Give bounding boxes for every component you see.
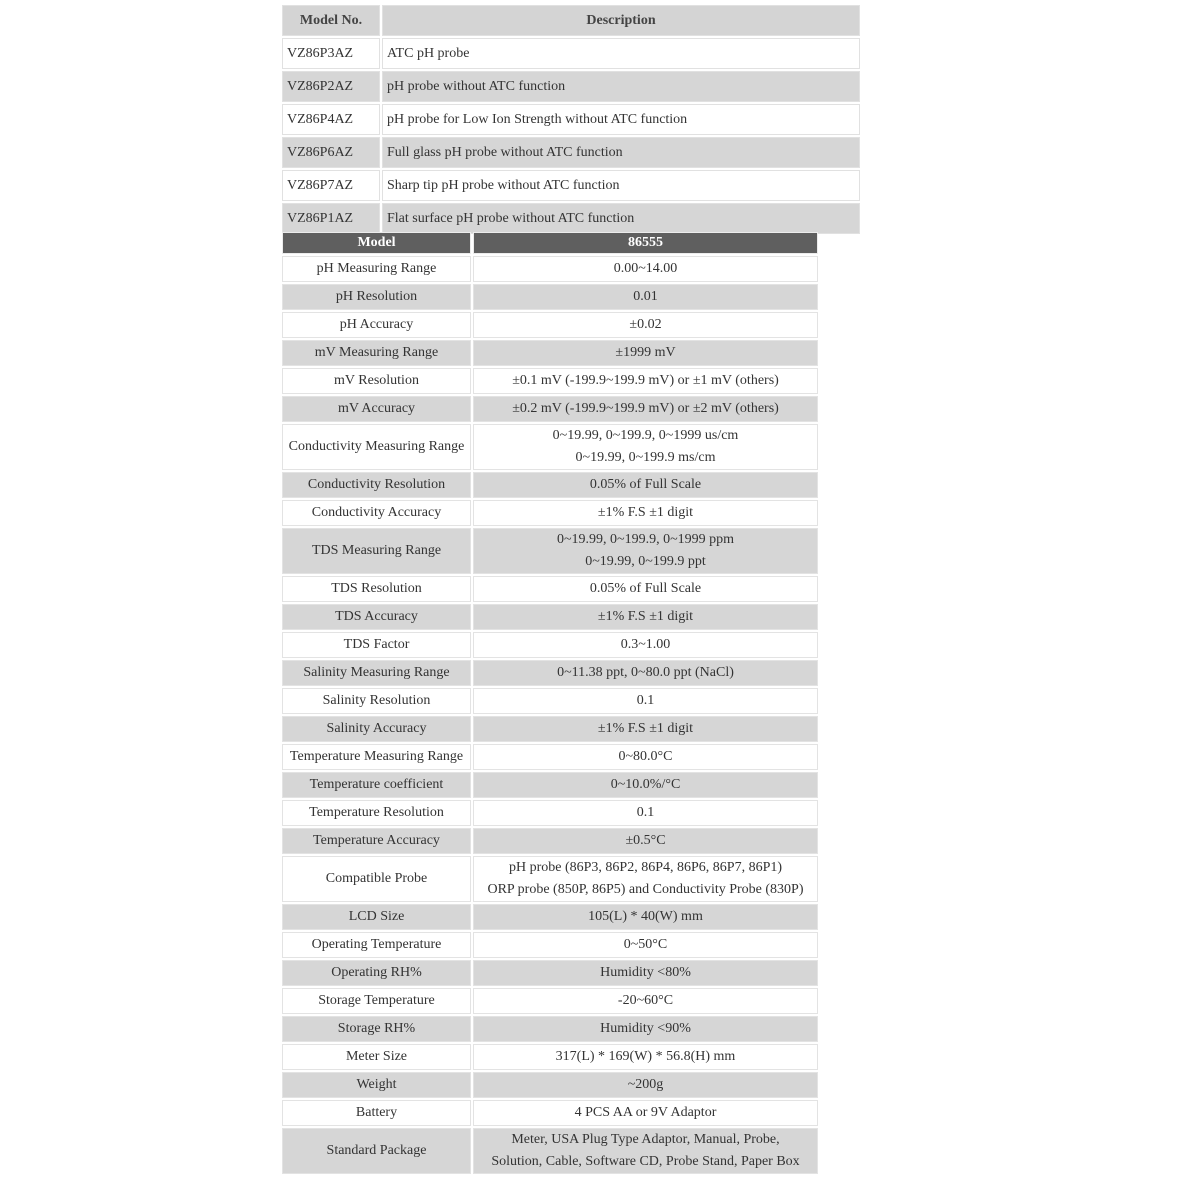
spec-value-cell [473,828,818,854]
spec-label-cell: TDS Factor [282,632,471,658]
spec-table-row [282,1128,818,1174]
probe-model-table [280,3,862,236]
spec-value-line: 4 PCS AA or 9V Adaptor [574,1105,717,1120]
spec-value-cell [473,960,818,986]
spec-value-line: 105(L) * 40(W) mm [588,909,703,924]
spec-label-cell: pH Measuring Range [282,256,471,282]
spec-label-cell: TDS Accuracy [282,604,471,630]
spec-label-cell: Temperature Resolution [282,800,471,826]
spec-value-line: Meter, USA Plug Type Adaptor, Manual, Probe, [511,1132,780,1147]
spec-label-cell: Conductivity Accuracy [282,500,471,526]
spec-value-cell [473,772,818,798]
spec-value-line: pH probe (86P3, 86P2, 86P4, 86P6, 86P7, 86P1) [508,860,783,875]
spec-label-cell: LCD Size [282,904,471,930]
spec-table-row [282,772,818,798]
spec-value-line: Solution, Cable, Software CD, Probe Stand, Paper Box [491,1154,800,1169]
spec-value-cell [473,472,818,498]
spec-table-row [282,800,818,826]
probe-model-cell: VZ86P2AZ [282,71,380,102]
spec-label-cell: mV Resolution [282,368,471,394]
probe-description-cell: pH probe without ATC function [382,71,860,102]
spec-value-cell [473,396,818,422]
spec-value-line: 0~19.99, 0~199.9, 0~1999 ppm [556,532,735,547]
spec-value-line: 0~11.38 ppt, 0~80.0 ppt (NaCl) [557,665,734,680]
probe-table-row [282,137,860,168]
spec-label-cell: Operating Temperature [282,932,471,958]
probe-table-row [282,38,860,69]
spec-value-cell [473,528,818,574]
probe-table-row [282,170,860,201]
spec-value-cell [473,904,818,930]
spec-label-cell: Meter Size [282,1044,471,1070]
probe-model-cell: VZ86P7AZ [282,170,380,201]
probe-model-cell: VZ86P3AZ [282,38,380,69]
spec-value-cell [473,632,818,658]
spec-value-cell [473,1100,818,1126]
spec-value-line: 0.1 [636,805,655,820]
spec-value-line: ORP probe (850P, 86P5) and Conductivity Probe (830P) [487,882,804,897]
spec-label-cell: mV Measuring Range [282,340,471,366]
spec-value-cell [473,500,818,526]
spec-value-line: Humidity <90% [600,1021,691,1036]
spec-table-row [282,828,818,854]
probe-model-cell: VZ86P6AZ [282,137,380,168]
spec-value-cell [473,1044,818,1070]
spec-table-row [282,312,818,338]
spec-value-line: 0.1 [636,693,655,708]
spec-table-row [282,688,818,714]
spec-label-cell: Temperature Accuracy [282,828,471,854]
spec-label-cell: Salinity Accuracy [282,716,471,742]
spec-value-cell [473,604,818,630]
spec-value-cell [473,988,818,1014]
probe-description-cell: Flat surface pH probe without ATC function [382,203,860,234]
spec-value-line: 0~19.99, 0~199.9, 0~1999 us/cm [552,428,739,443]
spec-table-row [282,988,818,1014]
spec-label-cell: Conductivity Resolution [282,472,471,498]
model-header-label: Model [282,232,471,254]
spec-label-cell: TDS Measuring Range [282,528,471,574]
spec-label-cell: Salinity Measuring Range [282,660,471,686]
spec-table-row [282,284,818,310]
probe-table-row [282,71,860,102]
spec-value-line: 0~19.99, 0~199.9 ms/cm [575,450,716,465]
model-header-value: 86555 [473,232,818,254]
spec-table-row [282,1016,818,1042]
spec-table-row [282,576,818,602]
spec-value-line: ±1% F.S ±1 digit [597,505,694,520]
spec-value-line: ±0.1 mV (-199.9~199.9 mV) or ±1 mV (others) [512,373,779,388]
spec-value-line: 0.01 [633,289,658,304]
probe-table-row [282,104,860,135]
spec-label-cell: Compatible Probe [282,856,471,902]
spec-table-row [282,856,818,902]
spec-value-line: ±1% F.S ±1 digit [597,609,694,624]
spec-label-cell: Temperature coefficient [282,772,471,798]
spec-value-line: ±1999 mV [615,345,676,360]
spec-table-row [282,960,818,986]
spec-label-cell: Standard Package [282,1128,471,1174]
spec-value-line: 0.05% of Full Scale [589,581,702,596]
probe-table-header-row [282,5,860,36]
spec-table-row [282,716,818,742]
spec-value-line: 0.00~14.00 [613,261,678,276]
spec-value-cell [473,856,818,902]
spec-value-line: Humidity <80% [600,965,691,980]
spec-value-cell [473,340,818,366]
spec-table-body [282,256,818,1174]
probe-description-cell: Sharp tip pH probe without ATC function [382,170,860,201]
spec-value-cell [473,744,818,770]
spec-value-cell [473,368,818,394]
spec-value-cell [473,424,818,470]
spec-label-cell: TDS Resolution [282,576,471,602]
spec-label-cell: Weight [282,1072,471,1098]
spec-table-row [282,500,818,526]
spec-value-cell [473,576,818,602]
spec-table-row [282,932,818,958]
probe-model-cell: VZ86P1AZ [282,203,380,234]
spec-value-line: 0~19.99, 0~199.9 ppt [585,554,706,569]
specification-table [280,230,820,1176]
spec-value-line: ±1% F.S ±1 digit [597,721,694,736]
spec-value-line: 0.05% of Full Scale [589,477,702,492]
probe-description-cell: Full glass pH probe without ATC function [382,137,860,168]
spec-label-cell: Storage RH% [282,1016,471,1042]
spec-label-cell: Conductivity Measuring Range [282,424,471,470]
spec-value-line: ~200g [627,1077,664,1092]
probe-table-body [282,38,860,234]
spec-label-cell: mV Accuracy [282,396,471,422]
spec-value-line: 317(L) * 169(W) * 56.8(H) mm [555,1049,736,1064]
spec-value-line: 0~50°C [623,937,668,952]
spec-value-line: ±0.02 [629,317,662,332]
spec-table-row [282,1072,818,1098]
spec-value-cell [473,1016,818,1042]
spec-label-cell: Temperature Measuring Range [282,744,471,770]
spec-label-cell: Battery [282,1100,471,1126]
spec-label-cell: Salinity Resolution [282,688,471,714]
spec-value-line: 0~80.0°C [618,749,673,764]
spec-value-cell [473,312,818,338]
spec-table-row [282,1100,818,1126]
spec-table-row [282,472,818,498]
spec-value-cell [473,1072,818,1098]
spec-value-cell [473,716,818,742]
spec-label-cell: Operating RH% [282,960,471,986]
spec-value-cell [473,1128,818,1174]
spec-table-row [282,256,818,282]
spec-table-row [282,396,818,422]
spec-value-cell [473,256,818,282]
spec-table-row [282,604,818,630]
spec-label-cell: pH Resolution [282,284,471,310]
spec-table-row [282,744,818,770]
spec-table-row [282,660,818,686]
spec-value-cell [473,932,818,958]
spec-value-line: ±0.2 mV (-199.9~199.9 mV) or ±2 mV (others) [512,401,779,416]
spec-value-cell [473,688,818,714]
spec-value-line: -20~60°C [617,993,674,1008]
spec-value-cell [473,660,818,686]
probe-description-cell: pH probe for Low Ion Strength without ATC function [382,104,860,135]
spec-table-row [282,340,818,366]
spec-label-cell: pH Accuracy [282,312,471,338]
spec-table-row [282,904,818,930]
spec-table-row [282,1044,818,1070]
spec-value-line: ±0.5°C [625,833,666,848]
model-no-header: Model No. [282,5,380,36]
spec-table-row [282,368,818,394]
spec-table-row [282,632,818,658]
spec-value-cell [473,800,818,826]
spec-value-cell [473,284,818,310]
spec-table-header-row [282,232,818,254]
spec-value-line: 0~10.0%/°C [610,777,681,792]
probe-description-cell: ATC pH probe [382,38,860,69]
spec-table-row [282,424,818,470]
description-header: Description [382,5,860,36]
spec-value-line: 0.3~1.00 [620,637,671,652]
spec-table-row [282,528,818,574]
probe-model-cell: VZ86P4AZ [282,104,380,135]
spec-label-cell: Storage Temperature [282,988,471,1014]
